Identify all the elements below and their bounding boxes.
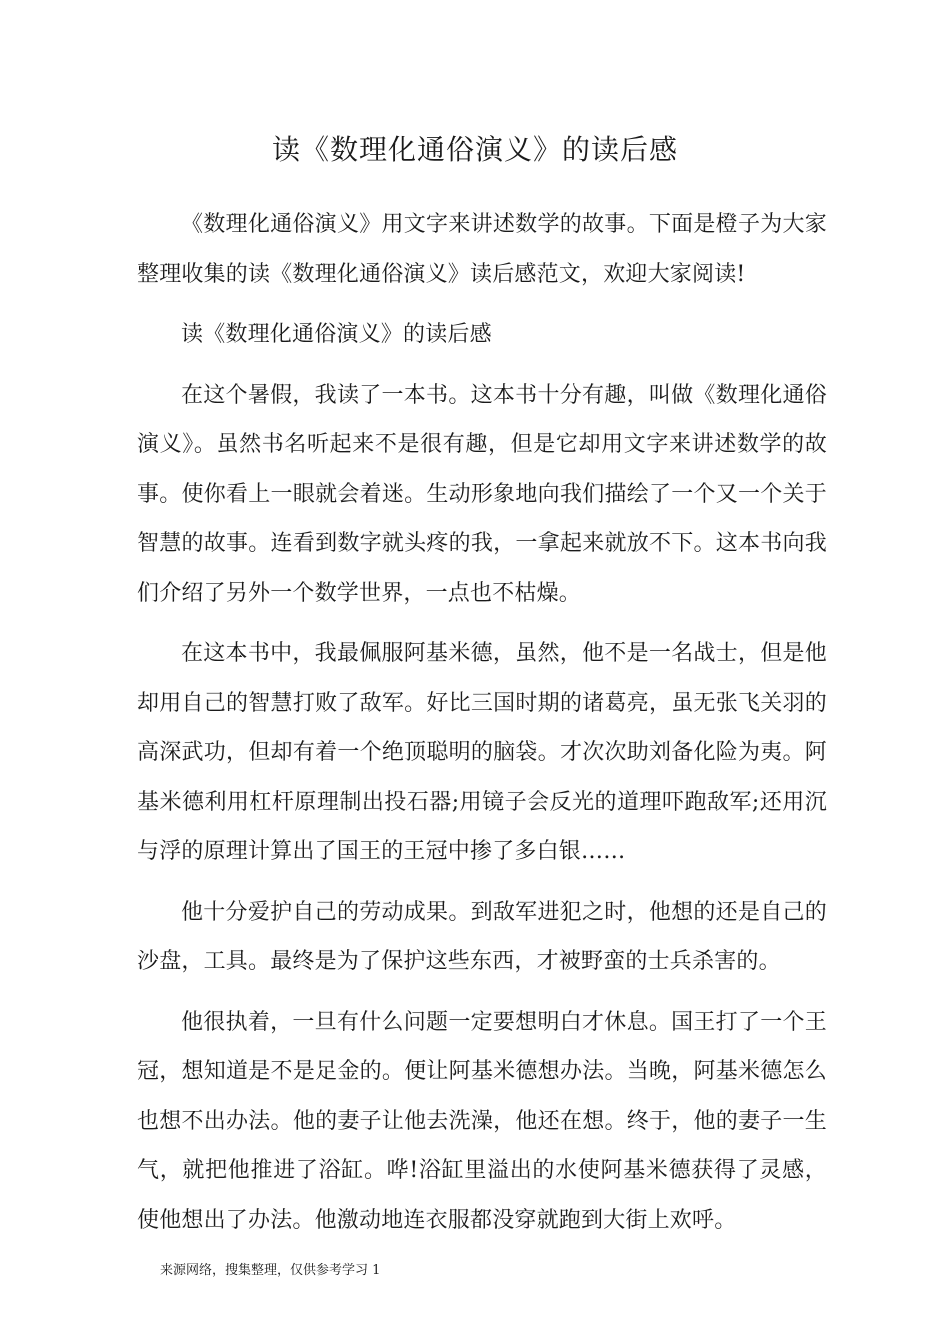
paragraph-persistence: 他很执着，一旦有什么问题一定要想明白才休息。国王打了一个王冠，想知道是不是足金的。便让阿基米德想办法。当晚，阿基米德怎么也想不出办法。他的妻子让他去洗澡，他还在想。终于，他的妻子一生气，就把他推进了浴缸。哗!浴缸里溢出的水使阿基米德获得了灵感，使他想出了办法。他激动地连衣服都没穿就跑到大街上欢呼。: [137, 1009, 827, 1233]
document-body: [137, 200, 827, 1256]
paragraph-summer-reading: 在这个暑假，我读了一本书。这本书十分有趣，叫做《数理化通俗演义》。虽然书名听起来不是很有趣，但是它却用文字来讲述数学的故事。使你看上一眼就会着迷。生动形象地向我们描绘了一个又一个关于智慧的故事。连看到数字就头疼的我，一拿起来就放不下。这本书向我们介绍了另外一个数学世界，一点也不枯燥。: [137, 382, 827, 606]
paragraph-subtitle: 读《数理化通俗演义》的读后感: [181, 322, 492, 347]
page-footer: 来源网络，搜集整理，仅供参考学习 1: [160, 1263, 381, 1278]
paragraph-archimedes-admiration: 在这本书中，我最佩服阿基米德，虽然，他不是一名战士，但是他却用自己的智慧打败了敌军。好比三国时期的诸葛亮，虽无张飞关羽的高深武功，但却有着一个绝顶聪明的脑袋。才次次助刘备化险为夷。阿基米德利用杠杆原理制出投石器;用镜子会反光的道理吓跑敌军;还用沉与浮的原理计算出了国王的王冠中掺了多白银……: [137, 641, 827, 864]
document-title: 读《数理化通俗演义》的读后感: [271, 133, 678, 166]
paragraph-labor-fruits: 他十分爱护自己的劳动成果。到敌军进犯之时，他想的还是自己的沙盘，工具。最终是为了保护这些东西，才被野蛮的士兵杀害的。: [137, 899, 827, 974]
paragraph-intro: 《数理化通俗演义》用文字来讲述数学的故事。下面是橙子为大家整理收集的读《数理化通俗演义》读后感范文，欢迎大家阅读!: [137, 212, 827, 287]
